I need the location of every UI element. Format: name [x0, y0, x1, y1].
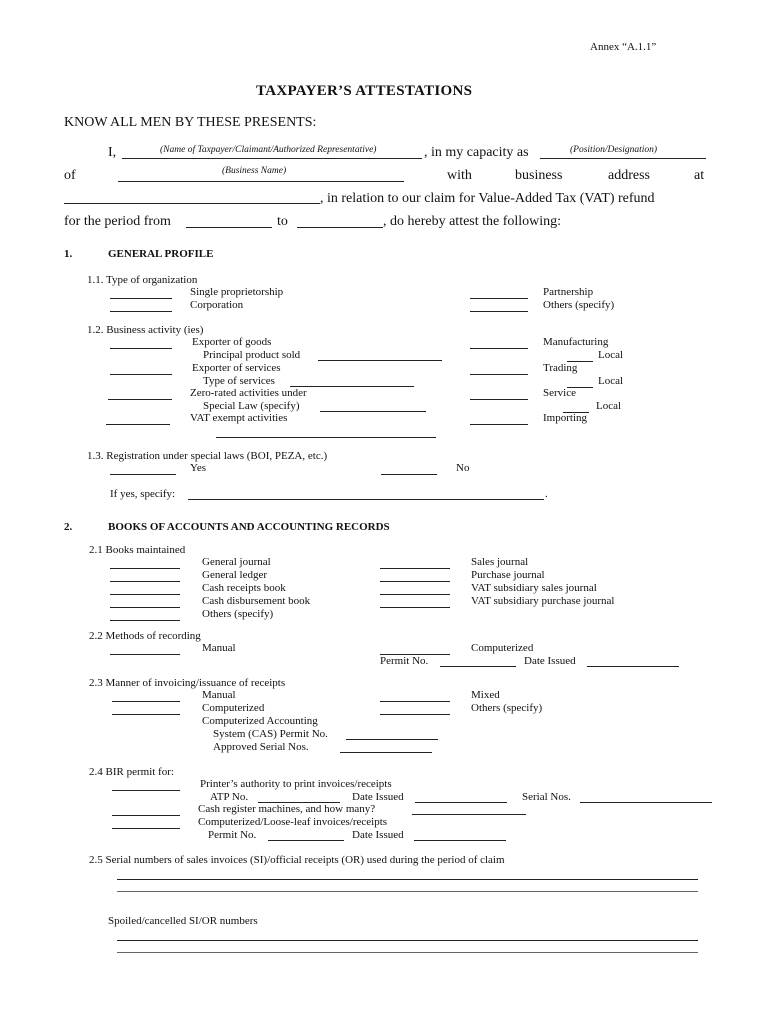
if-yes-period: .: [545, 488, 548, 500]
cas-label-2: System (CAS) Permit No.: [213, 728, 328, 740]
intro-text: KNOW ALL MEN BY THESE PRESENTS:: [64, 115, 317, 130]
business-text: business: [515, 168, 563, 183]
invoice-manual-checkbox[interactable]: [112, 701, 180, 702]
exp-services-label: Exporter of services: [192, 362, 281, 374]
pj-checkbox[interactable]: [380, 581, 450, 582]
section-2-heading: BOOKS OF ACCOUNTS AND ACCOUNTING RECORDS: [108, 521, 390, 533]
capacity-text: , in my capacity as: [424, 145, 529, 160]
activity-label: 1.2. Business activity (ies): [87, 324, 204, 336]
business-name-hint: (Business Name): [222, 166, 287, 176]
type-services-label: Type of services: [203, 375, 275, 387]
cash-register-checkbox[interactable]: [112, 815, 180, 816]
exp-services-checkbox[interactable]: [110, 374, 172, 375]
zero-rated-checkbox[interactable]: [108, 399, 172, 400]
at-text: at: [694, 168, 705, 183]
gl-checkbox[interactable]: [110, 581, 180, 582]
printer-authority-checkbox[interactable]: [112, 790, 180, 791]
books-others-label: Others (specify): [202, 608, 274, 620]
trading-label: Trading: [543, 362, 578, 374]
special-law-label: Special Law (specify): [203, 400, 300, 412]
period-to-field[interactable]: [297, 227, 383, 228]
spoiled-line-1[interactable]: [117, 940, 698, 941]
zero-rated-label: Zero-rated activities under: [190, 387, 307, 399]
importing-checkbox[interactable]: [470, 424, 528, 425]
sj-label: Sales journal: [471, 556, 529, 568]
gj-label: General journal: [202, 556, 271, 568]
partnership-checkbox[interactable]: [470, 298, 528, 299]
atp-date-field[interactable]: [415, 802, 507, 803]
serial-field[interactable]: [580, 802, 712, 803]
period-from-field[interactable]: [186, 227, 272, 228]
loose-date-field[interactable]: [414, 840, 506, 841]
if-yes-field[interactable]: [188, 499, 544, 500]
sole-prop-label: Single proprietorship: [190, 286, 284, 298]
cas-permit-field[interactable]: [346, 739, 438, 740]
service-local-label: Local: [596, 400, 622, 412]
bir-permit-label: 2.4 BIR permit for:: [89, 766, 174, 778]
type-services-field[interactable]: [290, 386, 414, 387]
vat-exempt-checkbox[interactable]: [106, 424, 170, 425]
section-2-number: 2.: [64, 521, 73, 533]
atp-date-label: Date Issued: [352, 791, 404, 803]
address-text: address: [608, 168, 650, 183]
books-label: 2.1 Books maintained: [89, 544, 186, 556]
attest-suffix: , do hereby attest the following:: [383, 214, 562, 229]
invoice-computerized-label: Computerized: [202, 702, 265, 714]
invoicing-label: 2.3 Manner of invoicing/issuance of receipts: [89, 677, 286, 689]
business-name-field[interactable]: [118, 181, 404, 182]
trading-checkbox[interactable]: [470, 374, 528, 375]
service-checkbox[interactable]: [470, 399, 528, 400]
vat-exempt-label: VAT exempt activities: [190, 412, 288, 424]
registration-no-label: No: [456, 462, 470, 474]
loose-leaf-checkbox[interactable]: [112, 828, 180, 829]
gl-label: General ledger: [202, 569, 268, 581]
corporation-label: Corporation: [190, 299, 244, 311]
printer-authority-label: Printer’s authority to print invoices/receipts: [200, 778, 392, 790]
principal-product-label: Principal product sold: [203, 349, 301, 361]
registration-no-checkbox[interactable]: [381, 474, 437, 475]
service-label: Service: [543, 387, 576, 399]
cdb-label: Cash disbursement book: [202, 595, 311, 607]
cdb-checkbox[interactable]: [110, 607, 180, 608]
invoice-manual-label: Manual: [202, 689, 236, 701]
serial-numbers-line-1[interactable]: [117, 879, 698, 880]
spoiled-label: Spoiled/cancelled SI/OR numbers: [108, 915, 258, 927]
invoice-others-checkbox[interactable]: [380, 714, 450, 715]
page-title: TAXPAYER’S ATTESTATIONS: [256, 83, 473, 99]
relation-text: , in relation to our claim for Value-Added Tax (VAT) refund: [320, 191, 655, 206]
org-others-label: Others (specify): [543, 299, 615, 311]
crb-label: Cash receipts book: [202, 582, 286, 594]
spoiled-line-2[interactable]: [117, 952, 698, 953]
crb-checkbox[interactable]: [110, 594, 180, 595]
method-date-label: Date Issued: [524, 655, 576, 667]
trading-local-label: Local: [598, 375, 624, 387]
gj-checkbox[interactable]: [110, 568, 180, 569]
i-prefix: I,: [108, 145, 117, 160]
corporation-checkbox[interactable]: [110, 311, 172, 312]
principal-product-field[interactable]: [318, 360, 442, 361]
cash-register-label: Cash register machines, and how many?: [198, 803, 376, 815]
exp-goods-checkbox[interactable]: [110, 348, 172, 349]
cas-label-1: Computerized Accounting: [202, 715, 318, 727]
approved-serial-label: Approved Serial Nos.: [213, 741, 309, 753]
method-computerized-label: Computerized: [471, 642, 534, 654]
loose-date-label: Date Issued: [352, 829, 404, 841]
serial-label: Serial Nos.: [522, 791, 571, 803]
importing-label: Importing: [543, 412, 587, 424]
taxpayer-name-hint: (Name of Taxpayer/Claimant/Authorized Representative): [160, 145, 377, 155]
method-manual-label: Manual: [202, 642, 236, 654]
vssj-checkbox[interactable]: [380, 594, 450, 595]
atp-label: ATP No.: [210, 791, 249, 803]
of-text: of: [64, 168, 76, 183]
method-permit-label: Permit No.: [380, 655, 429, 667]
with-text: with: [447, 168, 472, 183]
registration-yes-checkbox[interactable]: [110, 474, 176, 475]
org-type-label: 1.1. Type of organization: [87, 274, 198, 286]
exp-goods-label: Exporter of goods: [192, 336, 272, 348]
loose-leaf-label: Computerized/Loose-leaf invoices/receipts: [198, 816, 388, 828]
invoice-others-label: Others (specify): [471, 702, 543, 714]
position-hint: (Position/Designation): [570, 145, 658, 155]
special-law-field[interactable]: [320, 411, 426, 412]
approved-serial-field[interactable]: [340, 752, 432, 753]
to-text: to: [277, 214, 288, 229]
method-manual-checkbox[interactable]: [110, 654, 180, 655]
manufacturing-local-label: Local: [598, 349, 624, 361]
org-others-checkbox[interactable]: [470, 311, 528, 312]
partnership-label: Partnership: [543, 286, 594, 298]
if-yes-label: If yes, specify:: [110, 488, 176, 500]
taxpayer-name-field[interactable]: [122, 158, 422, 159]
annex-label: Annex “A.1.1”: [590, 41, 657, 53]
section-1-number: 1.: [64, 248, 73, 260]
vspj-checkbox[interactable]: [380, 607, 450, 608]
manufacturing-label: Manufacturing: [543, 336, 609, 348]
loose-permit-label: Permit No.: [208, 829, 257, 841]
methods-label: 2.2 Methods of recording: [89, 630, 201, 642]
books-others-checkbox[interactable]: [110, 620, 180, 621]
position-field[interactable]: [540, 158, 706, 159]
registration-yes-label: Yes: [190, 462, 207, 474]
pj-label: Purchase journal: [471, 569, 545, 581]
vssj-label: VAT subsidiary sales journal: [471, 582, 597, 594]
sj-checkbox[interactable]: [380, 568, 450, 569]
invoice-mixed-checkbox[interactable]: [380, 701, 450, 702]
serial-numbers-line-2[interactable]: [117, 891, 698, 892]
manufacturing-checkbox[interactable]: [470, 348, 528, 349]
business-address-field[interactable]: [64, 203, 320, 204]
sole-prop-checkbox[interactable]: [110, 298, 172, 299]
vspj-label: VAT subsidiary purchase journal: [471, 595, 615, 607]
loose-permit-field[interactable]: [268, 840, 344, 841]
section-1-heading: GENERAL PROFILE: [108, 248, 214, 260]
cash-register-field[interactable]: [412, 814, 526, 815]
invoice-computerized-checkbox[interactable]: [112, 714, 180, 715]
method-date-field[interactable]: [587, 666, 679, 667]
registration-label: 1.3. Registration under special laws (BOI, PEZA, etc.): [87, 450, 328, 462]
serial-numbers-label: 2.5 Serial numbers of sales invoices (SI)/official receipts (OR) used during the period of claim: [89, 854, 505, 866]
period-prefix: for the period from: [64, 214, 171, 229]
method-permit-field[interactable]: [440, 666, 516, 667]
invoice-mixed-label: Mixed: [471, 689, 500, 701]
vat-exempt-field[interactable]: [216, 437, 436, 438]
